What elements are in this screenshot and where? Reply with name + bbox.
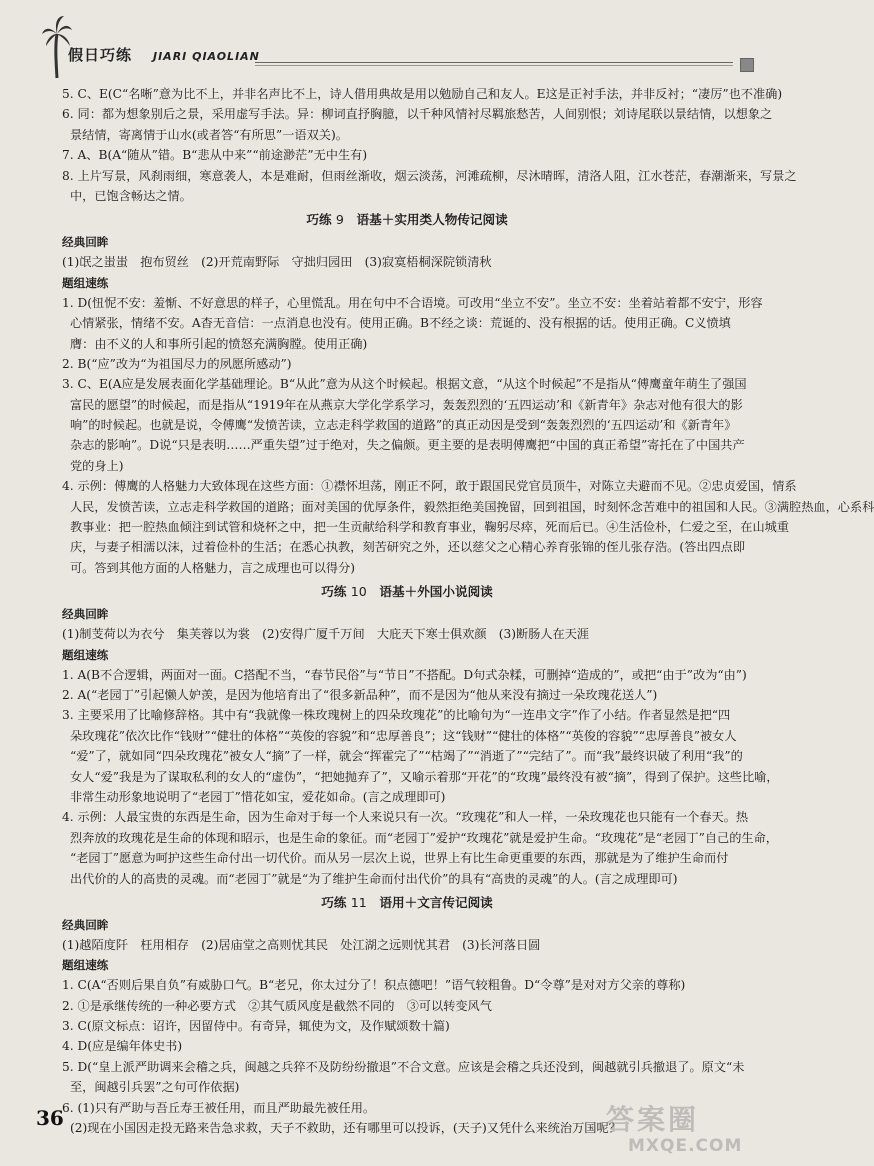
answer-line: 景结情，寄离情于山水(或者答“有所思”一语双关)。 bbox=[70, 127, 348, 142]
answer-line: 党的身上) bbox=[70, 458, 124, 473]
section-title: 巧练 10 语基＋外国小说阅读 bbox=[321, 584, 493, 600]
answer-line: 3. C、E(A应是发展表面化学基础理论。B“从此”意为从这个时候起。根据文意，“从这个时候起”不是指从“傅鹰童年萌生了强国 bbox=[62, 377, 747, 392]
answer-line: 6. 同：都为想象别后之景，采用虚写手法。异：柳词直抒胸臆，以千种风情衬尽羁旅愁苦，人间别恨；刘诗尾联以景结情，以想象之 bbox=[62, 107, 773, 122]
header-corner-box bbox=[740, 58, 754, 72]
answer-line: 人民，发愤苦读，立志走科学救国的道路；面对美国的优厚条件，毅然拒绝美国挽留，回到祖国，时刻怀念苦难中的祖国和人民。③满腔热血，心系科 bbox=[70, 499, 874, 514]
answer-line: 4. 示例：傅鹰的人格魅力大致体现在这些方面：①襟怀坦荡，刚正不阿，敢于跟国民党官员顶牛，对陈立夫避而不见。②忠贞爱国，情系 bbox=[62, 479, 797, 494]
answer-line: 1. D(忸怩不安：羞惭、不好意思的样子，心里慌乱。用在句中不合语境。可改用“坐立不安”。坐立不安：坐着站着都不安宁，形容 bbox=[62, 295, 763, 310]
watermark-text: 答案圈 bbox=[606, 1103, 700, 1136]
page-number: 36 bbox=[36, 1106, 64, 1130]
answer-line: 2. ①是承继传统的一种必要方式 ②其气质风度是截然不同的 ③可以转变风气 bbox=[62, 998, 492, 1013]
answer-line: 4. 示例：人最宝贵的东西是生命，因为生命对于每一个人来说只有一次。“玫瑰花”和人一样，一朵玫瑰花也只能有一个春天。热 bbox=[62, 810, 749, 825]
review-label: 经典回眸 bbox=[62, 607, 109, 622]
watermark-url: MXQE.COM bbox=[628, 1136, 743, 1156]
top-answer-block bbox=[62, 84, 797, 206]
answer-line: 中，已饱含畅达之情。 bbox=[70, 188, 192, 203]
practice-label: 题组速练 bbox=[62, 275, 109, 290]
answer-line: 1. C(A“否则后果自负”有威胁口气。B“老兄，你太过分了！积点德吧！”语气较粗鲁。D“令尊”是对对方父亲的尊称) bbox=[62, 978, 686, 993]
answer-line: 朵玫瑰花”依次比作“钱财”“健壮的体格”“英俊的容貌”和“忠厚善良”；这“钱财”“健壮的体格”“英俊的容貌”“忠厚善良”被女人 bbox=[70, 728, 737, 743]
answer-line: 教事业：把一腔热血倾注到试管和烧杯之中，把一生贡献给科学和教育事业，鞠躬尽瘁，死而后已。④生活俭朴，仁爱之至，在山城重 bbox=[70, 520, 790, 535]
page-content bbox=[62, 84, 874, 1138]
logo-pinyin: JIARI QIAOLIAN bbox=[153, 50, 260, 63]
section-title: 巧练 9 语基＋实用类人物传记阅读 bbox=[306, 212, 508, 228]
answer-line: 6. (1)只有严助与吾丘寿王被任用，而且严助最先被任用。 bbox=[62, 1100, 376, 1115]
answer-line: 庆，与妻子相濡以沫，过着俭朴的生活；在悉心执教，刻苦研究之外，还以慈父之心精心养育张锦的侄儿张存浩。(答出四点即 bbox=[70, 540, 746, 555]
review-label: 经典回眸 bbox=[62, 235, 109, 250]
answer-line: 富民的愿望”的时候起，而是指从“1919年在从燕京大学化学系学习，轰轰烈烈的‘五四运动’和《新青年》杂志对他有很大的影 bbox=[70, 397, 743, 412]
answer-line: 2. B(“应”改为“为祖国尽力的夙愿所感动”) bbox=[62, 356, 292, 371]
answer-line: (2)现在小国因走投无路来告急求救，天子不救助，还有哪里可以投诉，(天子)又凭什么来统治万国呢？ bbox=[70, 1121, 621, 1136]
answer-line: 出代价的人的高贵的灵魂。而“老园丁”就是“为了维护生命而付出代价”的具有“高贵的灵魂”的人。(言之成理即可) bbox=[70, 871, 678, 886]
answer-line: 非常生动形象地说明了“老园丁”惜花如宝，爱花如命。(言之成理即可) bbox=[70, 789, 446, 804]
answer-line: 3. C(原文标点：诏许，因留侍中。有奇异，辄使为文，及作赋颂数十篇) bbox=[62, 1019, 450, 1034]
answer-line: 响”的时候起。也就是说，令傅鹰“发愤苦读，立志走科学救国的道路”的真正动因是受到“轰轰烈烈的‘五四运动’和《新青年》 bbox=[70, 418, 737, 433]
answer-line: 杂志的影响”。D说“只是表明……严重失望”过于绝对，失之偏颇。更主要的是表明傅鹰把“中国的真正希望”寄托在了中国共产 bbox=[70, 438, 745, 453]
header-rule-secondary bbox=[255, 65, 733, 66]
practice-label: 题组速练 bbox=[62, 958, 109, 973]
answer-line: 4. D(应是编年体史书) bbox=[62, 1039, 183, 1054]
review-line: (1)越陌度阡 枉用相存 (2)居庙堂之高则忧其民 处江湖之远则忧其君 (3)长河落日圆 bbox=[62, 937, 541, 952]
header-rule bbox=[255, 62, 733, 63]
review-label: 经典回眸 bbox=[62, 917, 109, 932]
section-9 bbox=[62, 208, 874, 578]
watermark-logo bbox=[606, 1098, 760, 1160]
answer-line: 可。答到其他方面的人格魅力，言之成理也可以得分) bbox=[70, 560, 356, 575]
answer-line: 7. A、B(A“随从”错。B“悲从中来”“前途渺茫”无中生有) bbox=[62, 148, 368, 163]
answer-line: 心情紧张，情绪不安。A杳无音信：一点消息也没有。使用正确。B不经之谈：荒诞的、没有根据的话。使用正确。C义愤填 bbox=[70, 316, 731, 331]
answer-line: 2. A(“老园丁”引起懒人妒羡，是因为他培育出了“很多新品种”，而不是因为“他从来没有摘过一朵玫瑰花送人”) bbox=[62, 687, 658, 702]
answer-line: “老园丁”愿意为呵护这些生命付出一切代价。而从另一层次上说，世界上有比生命更重要的东西，那就是为了维护生命而付 bbox=[70, 851, 729, 866]
answer-line: 烈奔放的玫瑰花是生命的体现和昭示，也是生命的象征。而“老园丁”爱护“玫瑰花”就是爱护生命。“玫瑰花”是“老园丁”自己的生命， bbox=[70, 830, 778, 845]
review-line: (1)氓之蚩蚩 抱布贸丝 (2)开荒南野际 守拙归园田 (3)寂寞梧桐深院锁清秋 bbox=[62, 255, 492, 270]
answer-line: 5. D(“皇上派严助调来会稽之兵，闽越之兵猝不及防纷纷撤退”不合文意。应该是会稽之兵还没到，闽越就引兵撤退了。原文“未 bbox=[62, 1059, 745, 1074]
section-10 bbox=[62, 580, 779, 889]
answer-line: 膺：由不义的人和事所引起的愤怒充满胸膛。使用正确) bbox=[70, 336, 368, 351]
answer-line: 1. A(B不合逻辑，两面对一面。C搭配不当，“春节民俗”与“节日”不搭配。D句式杂糅，可删掉“造成的”，或把“由于”改为“由”) bbox=[62, 667, 747, 682]
section-title: 巧练 11 语用＋文言传记阅读 bbox=[321, 894, 493, 910]
practice-label: 题组速练 bbox=[62, 647, 109, 662]
review-line: (1)制芰荷以为衣兮 集芙蓉以为裳 (2)安得广厦千万间 大庇天下寒士俱欢颜 (3)断肠人在天涯 bbox=[62, 627, 590, 642]
answer-line: 8. 上片写景，风刹雨细，寒意袭人，本是难耐，但雨丝渐收，烟云淡荡，河滩疏柳，尽沐晴晖，清洛人阻，江水苍茫，春潮渐来，写景之 bbox=[62, 168, 797, 183]
answer-line: “爱”了，就如同“四朵玫瑰花”被女人“摘”了一样，就会“挥霍完了”“枯竭了”“消逝了”“完结了”。而“我”最终识破了利用“我”的 bbox=[70, 749, 743, 764]
logo-text: 假日巧练 bbox=[68, 46, 133, 64]
page-header bbox=[0, 0, 768, 80]
answer-line: 至，闽越引兵罢”之句可作依据) bbox=[70, 1080, 240, 1095]
answer-line: 女人“爱”我是为了谋取私利的女人的“虚伪”，“把她抛弃了”，又喻示着那“开花”的“玫瑰”最终没有被“摘”，得到了保护。这些比喻， bbox=[70, 769, 779, 784]
answer-line: 3. 主要采用了比喻修辞格。其中有“我就像一株玫瑰树上的四朵玫瑰花”的比喻句为“一连串文字”作了小结。作者显然是把“四 bbox=[62, 708, 731, 723]
answer-line: 5. C、E(C“名晰”意为比不上，并非名声比不上，诗人借用典故是用以勉励自己和友人。E这是正衬手法，并非反衬；“凄厉”也不准确) bbox=[62, 87, 783, 101]
